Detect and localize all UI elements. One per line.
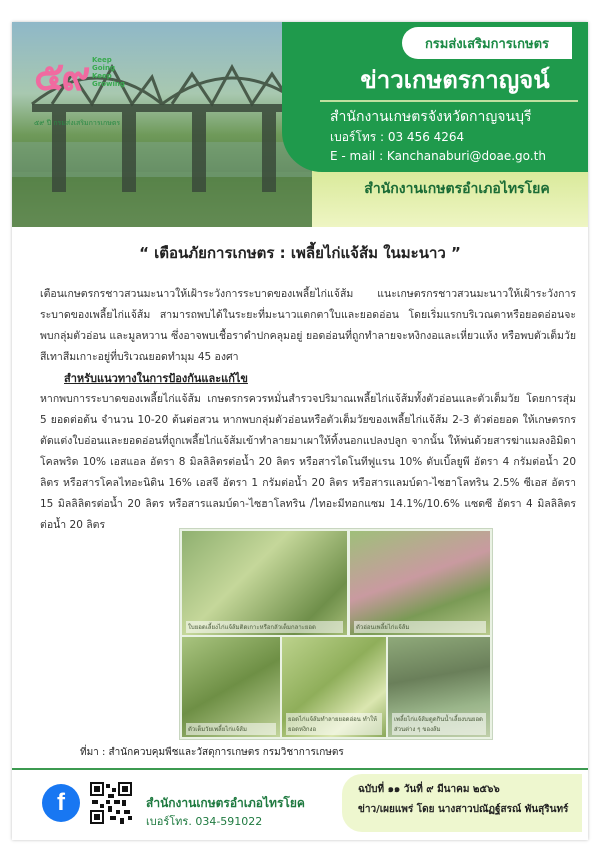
footer-phone: เบอร์โทร. 034-591022 <box>146 815 263 828</box>
photo-caption: ยอดไก่แจ้ส้มทำลายยอดอ่อน ทำให้ยอดหงิกงอ <box>286 713 382 735</box>
issue-number-date: ฉบับที่ ๑๑ วันที่ ๙ มีนาคม ๒๕๖๖ <box>358 784 500 795</box>
pest-photo-collage <box>179 528 493 740</box>
photo-leaf-infestation <box>182 531 347 635</box>
anniversary-logo <box>34 44 136 136</box>
article-paragraph-1: เตือนเกษตรกรชาวสวนมะนาวให้เฝ้าระวังการระบาดของเพลี้ยไก่แจ้ส้ม แนะเกษตรกรชาวสวนมะนาวให้เฝ้าระวังการระบาดของเพลี้ยไก่แจ้ส้ม สามารถพบได้ในระยะที่มะนาวแตกตาใบและยอดอ่อน โดยเริ่มแรกบริเวณตาหรือยอดอ่อนจะพบกลุ่มตัวอ่อน และมูลหวาน ซึ่งอาจพบเชื้อราดำปกคลุมอยู่ ยอดอ่อนที่ถูกทำลายจะหงิกงอและเหี่ยวแห้ง หรือพบตัวเต็มวัยสีเทาสีมเกาะอยู่ที่บริเวณยอดทำมุม 45 องศา <box>40 288 576 363</box>
photo-adult <box>182 637 280 737</box>
district-office: สำนักงานเกษตรอำเภอไทรโยค <box>364 181 550 197</box>
header-banner <box>12 22 588 227</box>
logo-motto-line: Keep <box>92 72 112 80</box>
qr-code-icon[interactable] <box>90 782 132 824</box>
logo-motto-line: Growing <box>92 80 125 88</box>
photo-feeding <box>388 637 490 737</box>
photo-caption: ตัวเต็มวัยเพลี้ยไก่แจ้ส้ม <box>186 723 276 735</box>
facebook-icon[interactable]: f <box>42 784 80 822</box>
footer-office: สำนักงานเกษตรอำเภอไทรโยค <box>146 796 305 810</box>
photo-caption: ใบยอดเลี้ยงไก่แจ้ส้มติดเกาะหรือกลัวเต็มกลาะยอด <box>186 621 343 633</box>
article-headline: “ เตือนภัยการเกษตร : เพลี้ยไก่แจ้ส้ม ในมะนาว ” <box>139 244 461 262</box>
office-phone: เบอร์โทร : 03 456 4264 <box>330 130 465 144</box>
department-tag: กรมส่งเสริมการเกษตร <box>402 27 572 59</box>
article-source: ที่มา : สำนักควบคุมพืชและวัสดุการเกษตร กรมวิชาการเกษตร <box>80 747 344 758</box>
photo-damaged-shoot <box>282 637 386 737</box>
provincial-office: สำนักงานเกษตรจังหวัดกาญจนบุรี <box>330 109 532 125</box>
office-email: E - mail : Kanchanaburi@doae.go.th <box>330 149 546 163</box>
logo-motto <box>92 56 125 88</box>
article-paragraph-2: หากพบการระบาดของเพลี้ยไก่แจ้ส้ม เกษตรกรควรหมั่นสำรวจปริมาณเพลี้ยไก่แจ้ส้มทั้งตัวอ่อนและตัวเต็มวัย โดยการสุ่ม 5 ยอดต่อต้น จำนวน 10-20 ต้นต่อสวน หากพบกลุ่มตัวอ่อนหรือตัวเต็มวัยของเพลี้ยไก่แจ้ส้ม 2-3 ตัวต่อยอด ให้เกษตรกรตัดแต่งใบอ่อนและยอดอ่อนที่ถูกเพลี้ยไก่แจ้ส้มเข้าทำลายมาเผาให้ทิ้งนอกแปลงปลูก จากนั้น ให้พ่นด้วยสารฆ่าแมลงอิมิดาโคลพริด 10% เอสแอล อัตรา 8 มิลลิลิตรต่อน้ำ 20 ลิตร หรือสารไดโนทีฟูแรน 10% ดับเบิ้ลยูพี อัตรา 4 กรัมต่อน้ำ 20 ลิตร หรือสารโคลไทอะนิดิน 16% เอสจี อัตรา 1 กรัมต่อน้ำ 20 ลิตร หรือสารแลมบ์ดา-ไซฮาโลทริน 2.5% ซีเอส อัตรา 15 มิลลิลิตรต่อน้ำ 20 ลิตร หรือสารแลมบ์ดา-ไซฮาโลทริน /ไทอะมีทอกแซม 14.1%/10.6% แซดซี อัตรา 4 มิลลิลิตรต่อน้ำ 20 ลิตร <box>40 393 576 531</box>
photo-caption: ตัวอ่อนเพลี้ยไก่แจ้ส้ม <box>354 621 486 633</box>
article-subheading: สำหรับแนวทางในการป้องกันและแก้ไข <box>64 372 248 385</box>
photo-nymphs <box>350 531 490 635</box>
logo-motto-line: Keep <box>92 56 112 64</box>
footer-divider <box>12 768 588 770</box>
title-divider <box>320 100 578 102</box>
newsletter-title: ข่าวเกษตรกาญจน์ <box>360 66 550 94</box>
logo-motto-line: Going <box>92 64 115 72</box>
publisher-credit: ข่าว/เผยแพร่ โดย นางสาวปณัฏฐ์สรณ์ พันสุรินทร์ <box>358 804 569 815</box>
logo-caption: ๕๙ ปี กรมส่งเสริมการเกษตร <box>34 119 121 127</box>
logo-number: ๕๙ <box>34 53 88 100</box>
newsletter-page <box>12 22 588 840</box>
photo-caption: เพลี้ยไก่แจ้ส้มดูดกินน้ำเลี้ยงบนยอดส่วนต่าง ๆ ของส้ม <box>392 713 486 735</box>
